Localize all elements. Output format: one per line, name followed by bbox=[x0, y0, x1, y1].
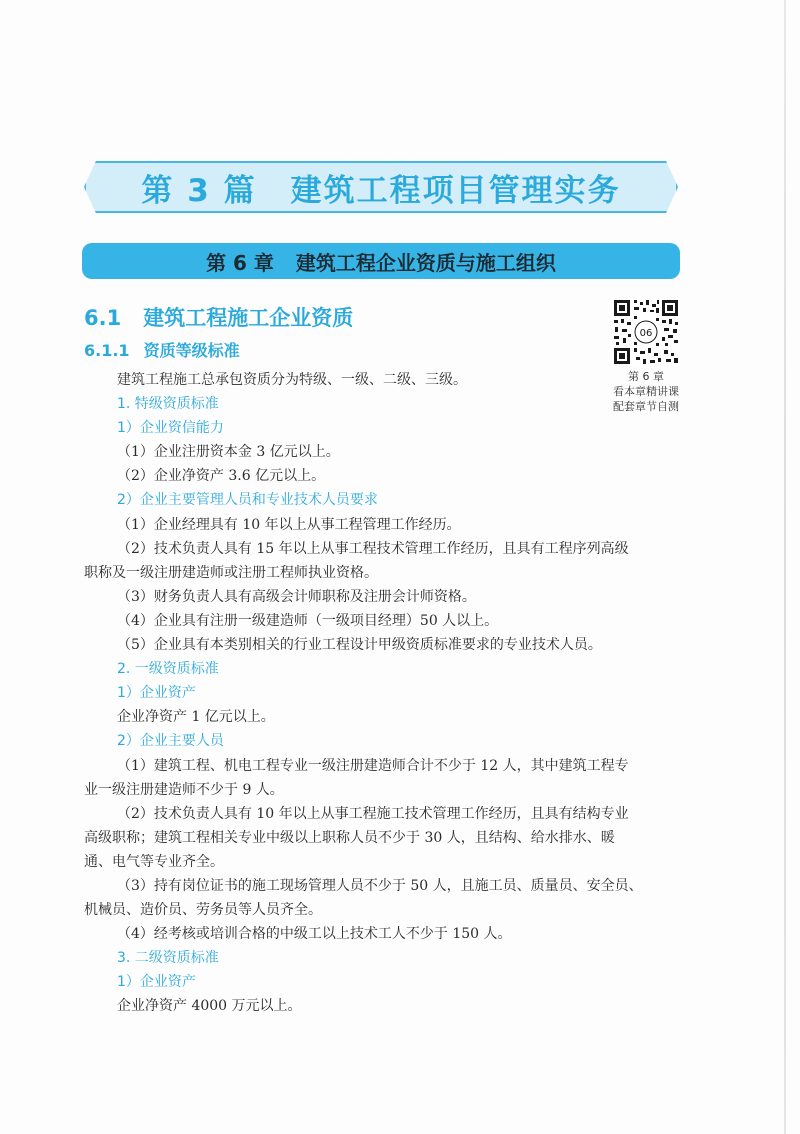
part-title bbox=[84, 161, 678, 213]
sub-heading: 2）企业主要人员 bbox=[117, 733, 224, 750]
sub-heading: 1）企业资产 bbox=[117, 974, 196, 991]
paragraph-line: （2）技术负责人具有 10 年以上从事工程施工技术管理工作经历，且具有结构专业 bbox=[117, 805, 629, 822]
paragraph-line: 建筑工程施工总承包资质分为特级、一级、二级、三级。 bbox=[117, 372, 467, 388]
qr-code-image bbox=[612, 298, 680, 366]
paragraph-line: （1）企业注册资本金 3 亿元以上。 bbox=[117, 444, 340, 461]
qr-badge: 06 bbox=[639, 328, 653, 339]
paragraph-line: （3）持有岗位证书的施工现场管理人员不少于 50 人，且施工员、质量员、安全员、 bbox=[117, 877, 643, 894]
paragraph-line: 职称及一级注册建造师或注册工程师执业资格。 bbox=[84, 564, 378, 581]
section-heading bbox=[84, 302, 353, 332]
paragraph-line: （2）企业净资产 3.6 亿元以上。 bbox=[117, 468, 326, 485]
paragraph-line: 企业净资产 4000 万元以上。 bbox=[117, 998, 302, 1015]
qr-code[interactable] bbox=[612, 298, 680, 366]
paragraph-line: （4）企业具有注册一级建造师（一级项目经理）50 人以上。 bbox=[117, 612, 499, 629]
sub-heading: 3. 二级资质标准 bbox=[117, 950, 219, 967]
paragraph-line: 企业净资产 1 亿元以上。 bbox=[117, 709, 275, 726]
body-text bbox=[84, 368, 643, 1019]
paragraph-line: （2）技术负责人具有 15 年以上从事工程技术管理工作经历，且具有工程序列高级 bbox=[117, 540, 629, 557]
part-title-text: 建筑工程项目管理实务 bbox=[290, 172, 621, 209]
page-edge bbox=[784, 0, 786, 1134]
sub-heading: 2. 一级资质标准 bbox=[117, 661, 219, 678]
qr-caption bbox=[596, 369, 696, 414]
chapter-title: 建筑工程企业资质与施工组织 bbox=[295, 250, 556, 275]
sub-heading: 1. 特级资质标准 bbox=[117, 396, 219, 413]
subsection-heading bbox=[84, 338, 240, 361]
paragraph-line: 机械员、造价员、劳务员等人员齐全。 bbox=[84, 902, 322, 919]
subsection-number: 6.1.1 bbox=[84, 341, 130, 360]
section-title: 建筑工程施工企业资质 bbox=[143, 306, 354, 330]
subsection-title: 资质等级标准 bbox=[143, 341, 240, 360]
paragraph-line: 高级职称；建筑工程相关专业中级以上职称人员不少于 30 人，且结构、给水排水、暖 bbox=[84, 829, 615, 846]
section-number: 6.1 bbox=[84, 306, 122, 330]
paragraph-line: （1）建筑工程、机电工程专业一级注册建造师合计不少于 12 人，其中建筑工程专 bbox=[117, 757, 629, 774]
paragraph-line: （3）财务负责人具有高级会计师职称及注册会计师资格。 bbox=[117, 588, 476, 605]
chapter-banner bbox=[82, 243, 680, 279]
paragraph-line: （1）企业经理具有 10 年以上从事工程管理工作经历。 bbox=[117, 516, 461, 533]
qr-caption-line2: 看本章精讲课 bbox=[613, 385, 679, 398]
qr-caption-line1: 第 6 章 bbox=[628, 370, 664, 383]
sub-heading: 1）企业资信能力 bbox=[117, 420, 224, 437]
sub-heading: 1）企业资产 bbox=[117, 685, 196, 702]
paragraph-line: 业一级注册建造师不少于 9 人。 bbox=[84, 781, 284, 798]
chapter-label: 第 6 章 bbox=[206, 250, 274, 275]
paragraph-line: （5）企业具有本类别相关的行业工程设计甲级资质标准要求的专业技术人员。 bbox=[117, 637, 602, 654]
part-label: 第 3 篇 bbox=[141, 172, 257, 209]
sub-heading: 2）企业主要管理人员和专业技术人员要求 bbox=[117, 492, 378, 509]
qr-caption-line3: 配套章节自测 bbox=[613, 400, 679, 413]
paragraph-line: （4）经考核或培训合格的中级工以上技术工人不少于 150 人。 bbox=[117, 926, 512, 943]
paragraph-line: 通、电气等专业齐全。 bbox=[84, 853, 224, 870]
